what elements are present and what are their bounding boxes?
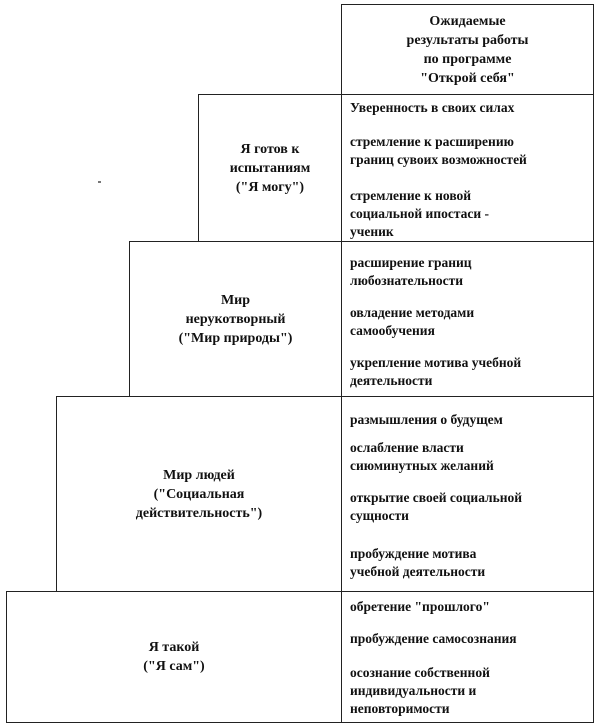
level-title-line: ("Я могу") [235, 179, 305, 195]
header-line: "Открой себя" [420, 70, 515, 86]
level-title [179, 291, 293, 348]
level-title [230, 140, 311, 197]
result-line: границ сувоих возможностей [350, 152, 527, 167]
result-line: индивидуальности и [350, 683, 477, 698]
result-item [350, 354, 521, 390]
result-line: размышления о будущем [350, 412, 503, 427]
result-line: осознание собственной [350, 665, 490, 680]
level-title-line: действительность") [135, 505, 263, 521]
level-title-line: ("Я сам") [143, 659, 205, 674]
result-line: любознательности [350, 273, 464, 288]
result-item [350, 489, 522, 525]
result-item [350, 630, 517, 648]
result-line: обретение "прошлого" [350, 599, 490, 614]
header-line: по программе [423, 51, 512, 67]
result-item [350, 254, 472, 290]
result-line: пробуждение самосознания [350, 631, 517, 646]
result-line: сиюминутных желаний [350, 458, 494, 473]
header-title [407, 12, 529, 88]
level-title-line: Я такой [148, 640, 200, 655]
level-results-box [341, 94, 594, 242]
result-item [350, 598, 490, 616]
level-title [143, 638, 204, 676]
result-item [350, 187, 489, 241]
level-results-box [341, 396, 594, 592]
level-title-box [129, 241, 342, 397]
result-item [350, 411, 503, 429]
level-title-line: Мир [220, 292, 251, 308]
result-item [350, 304, 474, 340]
level-title-line: испытаниям [229, 160, 311, 176]
result-item [350, 545, 485, 581]
result-line: ученик [350, 224, 394, 239]
level-title-line: Я готов к [240, 141, 300, 157]
result-line: расширение границ [350, 255, 472, 270]
result-item [350, 439, 494, 475]
level-results-box [341, 591, 594, 723]
level-title-box [198, 94, 342, 242]
result-line: стремление к новой [350, 188, 472, 203]
result-line: деятельности [350, 373, 433, 388]
header-line: Ожидаемые [429, 13, 506, 29]
result-line: пробуждение мотива [350, 546, 477, 561]
stray-dot [98, 181, 101, 183]
level-results-box [341, 241, 594, 397]
result-line: стремление к расширению [350, 134, 514, 149]
result-line: самообучения [350, 323, 435, 338]
result-line: Уверенность в своих силах [350, 100, 515, 115]
result-item [350, 664, 490, 718]
header-line: результаты работы [406, 32, 529, 48]
result-line: сущности [350, 508, 409, 523]
level-title-line: нерукотворный [185, 311, 286, 327]
result-line: ослабление власти [350, 440, 464, 455]
level-title-box [56, 396, 342, 592]
result-line: неповторимости [350, 701, 450, 716]
level-title-line: ("Мир природы") [178, 330, 293, 346]
result-item [350, 133, 527, 169]
result-line: открытие своей социальной [350, 490, 523, 505]
header-box [341, 4, 594, 95]
level-title-line: ("Социальная [153, 486, 245, 502]
level-title [136, 466, 262, 523]
level-title-box [6, 591, 342, 723]
level-title-line: Мир людей [163, 467, 235, 483]
result-item [350, 99, 514, 117]
result-line: овладение методами [350, 305, 475, 320]
result-line: укрепление мотива учебной [350, 355, 522, 370]
result-line: учебной деятельности [350, 564, 486, 579]
result-line: социальной ипостаси - [350, 206, 490, 221]
